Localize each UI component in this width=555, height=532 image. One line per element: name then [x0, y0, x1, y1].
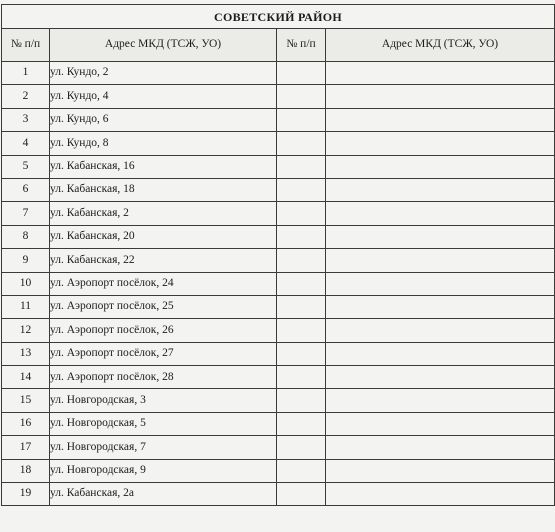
table-row	[2, 249, 555, 272]
row-address: ул. Кундо, 6	[50, 108, 277, 131]
row-address-right-empty	[326, 342, 555, 365]
row-number-right-empty	[277, 412, 326, 435]
table-row	[2, 412, 555, 435]
row-address-right-empty	[326, 483, 555, 506]
row-number: 15	[2, 389, 50, 412]
table-row	[2, 202, 555, 225]
row-number: 4	[2, 132, 50, 155]
row-address: ул. Кундо, 2	[50, 62, 277, 85]
row-address-right-empty	[326, 85, 555, 108]
table-row	[2, 108, 555, 131]
row-address-right-empty	[326, 459, 555, 482]
row-address: ул. Кабанская, 2	[50, 202, 277, 225]
table-row	[2, 85, 555, 108]
row-number-right-empty	[277, 295, 326, 318]
table-row	[2, 436, 555, 459]
row-address: ул. Аэропорт посёлок, 27	[50, 342, 277, 365]
row-number-right-empty	[277, 459, 326, 482]
table-header-row	[2, 29, 555, 62]
table-row	[2, 295, 555, 318]
row-number-right-empty	[277, 436, 326, 459]
header-number-left: № п/п	[2, 29, 50, 62]
row-address: ул. Кабанская, 2а	[50, 483, 277, 506]
row-number: 14	[2, 366, 50, 389]
row-address: ул. Аэропорт посёлок, 25	[50, 295, 277, 318]
row-address: ул. Новгородская, 3	[50, 389, 277, 412]
row-number-right-empty	[277, 202, 326, 225]
row-number-right-empty	[277, 366, 326, 389]
row-number: 11	[2, 295, 50, 318]
row-number-right-empty	[277, 272, 326, 295]
row-address-right-empty	[326, 132, 555, 155]
district-title: СОВЕТСКИЙ РАЙОН	[2, 5, 555, 29]
row-address-right-empty	[326, 319, 555, 342]
table-row	[2, 389, 555, 412]
row-number: 19	[2, 483, 50, 506]
table-row	[2, 155, 555, 178]
row-address-right-empty	[326, 436, 555, 459]
row-address-right-empty	[326, 155, 555, 178]
row-number: 2	[2, 85, 50, 108]
row-number: 8	[2, 225, 50, 248]
row-address: ул. Новгородская, 7	[50, 436, 277, 459]
row-address: ул. Новгородская, 5	[50, 412, 277, 435]
row-number-right-empty	[277, 225, 326, 248]
row-number: 12	[2, 319, 50, 342]
row-number: 7	[2, 202, 50, 225]
table-row	[2, 483, 555, 506]
row-number: 13	[2, 342, 50, 365]
row-number: 17	[2, 436, 50, 459]
header-address-left: Адрес МКД (ТСЖ, УО)	[50, 29, 277, 62]
row-number: 18	[2, 459, 50, 482]
row-number: 9	[2, 249, 50, 272]
row-address-right-empty	[326, 178, 555, 201]
row-address-right-empty	[326, 412, 555, 435]
row-address-right-empty	[326, 389, 555, 412]
address-register-table	[1, 4, 555, 506]
row-number-right-empty	[277, 132, 326, 155]
row-number-right-empty	[277, 62, 326, 85]
header-address-right: Адрес МКД (ТСЖ, УО)	[326, 29, 555, 62]
row-number: 10	[2, 272, 50, 295]
table-title-row	[2, 5, 555, 29]
row-number: 6	[2, 178, 50, 201]
row-address: ул. Аэропорт посёлок, 24	[50, 272, 277, 295]
row-address-right-empty	[326, 62, 555, 85]
row-number-right-empty	[277, 483, 326, 506]
row-number-right-empty	[277, 319, 326, 342]
table-row	[2, 272, 555, 295]
row-number-right-empty	[277, 389, 326, 412]
row-address: ул. Кабанская, 18	[50, 178, 277, 201]
table-row	[2, 132, 555, 155]
row-number: 3	[2, 108, 50, 131]
row-number-right-empty	[277, 342, 326, 365]
table-row	[2, 459, 555, 482]
row-address: ул. Кундо, 8	[50, 132, 277, 155]
table-row	[2, 62, 555, 85]
row-address: ул. Кабанская, 22	[50, 249, 277, 272]
row-number-right-empty	[277, 155, 326, 178]
row-address-right-empty	[326, 249, 555, 272]
table-row	[2, 342, 555, 365]
row-number-right-empty	[277, 108, 326, 131]
row-address: ул. Кабанская, 20	[50, 225, 277, 248]
row-address: ул. Аэропорт посёлок, 26	[50, 319, 277, 342]
row-address: ул. Аэропорт посёлок, 28	[50, 366, 277, 389]
row-address-right-empty	[326, 366, 555, 389]
row-address-right-empty	[326, 202, 555, 225]
table-row	[2, 225, 555, 248]
table-row	[2, 366, 555, 389]
table-row	[2, 319, 555, 342]
row-number-right-empty	[277, 85, 326, 108]
row-address-right-empty	[326, 108, 555, 131]
row-address: ул. Новгородская, 9	[50, 459, 277, 482]
header-number-right: № п/п	[277, 29, 326, 62]
row-address-right-empty	[326, 272, 555, 295]
row-address-right-empty	[326, 225, 555, 248]
row-address: ул. Кундо, 4	[50, 85, 277, 108]
row-address-right-empty	[326, 295, 555, 318]
row-number: 5	[2, 155, 50, 178]
table-row	[2, 178, 555, 201]
row-address: ул. Кабанская, 16	[50, 155, 277, 178]
row-number-right-empty	[277, 178, 326, 201]
row-number: 16	[2, 412, 50, 435]
row-number-right-empty	[277, 249, 326, 272]
row-number: 1	[2, 62, 50, 85]
